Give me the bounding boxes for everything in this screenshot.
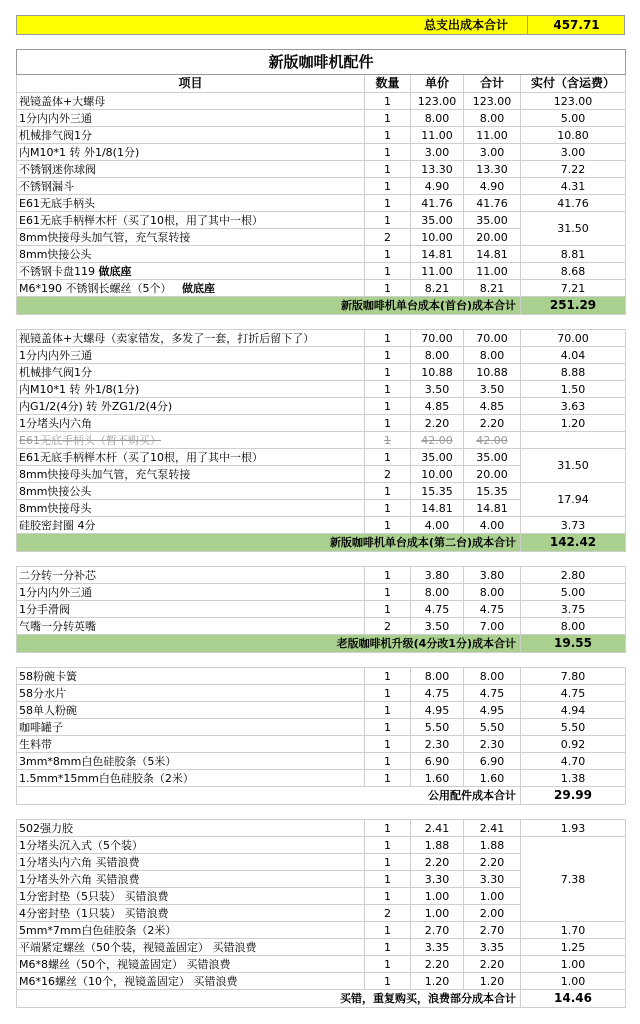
price-cell: 3.30	[411, 871, 464, 888]
header-qty: 数量	[365, 75, 411, 93]
paid-cell: 31.50	[521, 449, 626, 483]
paid-cell: 1.93	[521, 820, 626, 837]
total-cell: 3.35	[464, 939, 521, 956]
table-row	[17, 280, 626, 297]
item-cell: 1分密封垫（5只装） 买错浪费	[17, 888, 365, 905]
section-new-machine-first	[16, 49, 625, 315]
price-cell: 2.41	[411, 820, 464, 837]
table-row	[17, 753, 626, 770]
paid-cell: 4.04	[521, 347, 626, 364]
table-row	[17, 956, 626, 973]
table-row	[17, 195, 626, 212]
price-cell: 35.00	[411, 449, 464, 466]
qty-cell: 2	[365, 618, 411, 635]
paid-cell: 70.00	[521, 330, 626, 347]
header-item: 项目	[17, 75, 365, 93]
table-row	[17, 364, 626, 381]
total-cell: 41.76	[464, 195, 521, 212]
total-cell: 35.00	[464, 449, 521, 466]
subtotal-row	[17, 990, 626, 1008]
paid-cell: 0.92	[521, 736, 626, 753]
item-cell: 1分堵头内六角	[17, 415, 365, 432]
total-cell: 20.00	[464, 229, 521, 246]
qty-cell: 1	[365, 347, 411, 364]
item-cell: 8mm快接公头	[17, 483, 365, 500]
price-cell: 10.00	[411, 229, 464, 246]
item-cell: 8mm快接母头	[17, 500, 365, 517]
item-cell: 机械排气阀1分	[17, 127, 365, 144]
total-cell: 4.00	[464, 517, 521, 534]
paid-cell: 17.94	[521, 483, 626, 517]
qty-cell: 1	[365, 280, 411, 297]
price-cell: 14.81	[411, 500, 464, 517]
price-cell: 14.81	[411, 246, 464, 263]
paid-cell: 4.94	[521, 702, 626, 719]
item-cell: E61无底手柄榉木杆（买了10根，用了其中一根）	[17, 212, 365, 229]
table-row	[17, 685, 626, 702]
total-cell: 42.00	[464, 432, 521, 449]
qty-cell: 1	[365, 719, 411, 736]
price-cell: 3.00	[411, 144, 464, 161]
total-cell: 4.75	[464, 601, 521, 618]
total-cell: 14.81	[464, 246, 521, 263]
total-cell: 4.95	[464, 702, 521, 719]
subtotal-label: 新版咖啡机单台成本(首台)成本合计	[17, 297, 521, 315]
item-cell: 1分内内外三通	[17, 110, 365, 127]
table-row	[17, 415, 626, 432]
qty-cell: 1	[365, 364, 411, 381]
item-cell: E61无底手柄头（暂不购买）	[17, 432, 365, 449]
item-cell: M6*16螺丝（10个，视镜盖固定） 买错浪费	[17, 973, 365, 990]
item-cell: 1分手滑阀	[17, 601, 365, 618]
table-row	[17, 263, 626, 280]
total-cell: 70.00	[464, 330, 521, 347]
header-row	[17, 75, 626, 93]
item-cell: 机械排气阀1分	[17, 364, 365, 381]
table-row	[17, 144, 626, 161]
item-cell: 502强力胶	[17, 820, 365, 837]
paid-cell: 4.75	[521, 685, 626, 702]
table-row	[17, 178, 626, 195]
total-cell: 2.70	[464, 922, 521, 939]
header-price: 单价	[411, 75, 464, 93]
table-row	[17, 973, 626, 990]
header-total: 合计	[464, 75, 521, 93]
paid-cell: 3.63	[521, 398, 626, 415]
qty-cell: 1	[365, 110, 411, 127]
price-cell: 11.00	[411, 263, 464, 280]
price-cell: 4.00	[411, 517, 464, 534]
price-cell: 8.00	[411, 347, 464, 364]
item-cell: 1分内内外三通	[17, 584, 365, 601]
item-cell: E61无底手柄头	[17, 195, 365, 212]
price-cell: 3.50	[411, 381, 464, 398]
header-paid: 实付（含运费）	[521, 75, 626, 93]
item-cell: 5mm*7mm白色硅胶条（2米）	[17, 922, 365, 939]
table-row	[17, 719, 626, 736]
price-cell: 8.21	[411, 280, 464, 297]
table-row	[17, 770, 626, 787]
qty-cell: 1	[365, 381, 411, 398]
table-row	[17, 618, 626, 635]
item-cell: M6*8螺丝（50个，视镜盖固定） 买错浪费	[17, 956, 365, 973]
total-cell: 8.00	[464, 347, 521, 364]
total-cell: 1.88	[464, 837, 521, 854]
table-row	[17, 127, 626, 144]
section-shared-parts	[16, 667, 625, 805]
total-cell: 15.35	[464, 483, 521, 500]
qty-cell: 1	[365, 246, 411, 263]
qty-cell: 1	[365, 398, 411, 415]
paid-cell: 1.20	[521, 415, 626, 432]
table-row	[17, 820, 626, 837]
price-cell: 4.75	[411, 601, 464, 618]
table-row	[17, 398, 626, 415]
item-cell: 不锈钢迷你球阀	[17, 161, 365, 178]
qty-cell: 2	[365, 466, 411, 483]
total-cell: 11.00	[464, 127, 521, 144]
grand-total-label: 总支出成本合计	[423, 18, 508, 32]
table-row	[17, 567, 626, 584]
paid-cell: 3.75	[521, 601, 626, 618]
item-cell: 8mm快接母头加气管，充气泵转接	[17, 229, 365, 246]
total-cell: 3.50	[464, 381, 521, 398]
qty-cell: 1	[365, 854, 411, 871]
item-cell: 58单人粉碗	[17, 702, 365, 719]
price-cell: 13.30	[411, 161, 464, 178]
table-row	[17, 601, 626, 618]
qty-cell: 1	[365, 685, 411, 702]
section-wasted-purchases	[16, 819, 625, 1008]
price-cell: 2.70	[411, 922, 464, 939]
table-row	[17, 449, 626, 466]
item-cell: 1.5mm*15mm白色硅胶条（2米）	[17, 770, 365, 787]
item-cell: 内G1/2(4分) 转 外ZG1/2(4分)	[17, 398, 365, 415]
total-cell: 1.60	[464, 770, 521, 787]
total-cell: 8.00	[464, 110, 521, 127]
price-cell: 10.00	[411, 466, 464, 483]
qty-cell: 1	[365, 127, 411, 144]
paid-cell: 7.21	[521, 280, 626, 297]
qty-cell: 1	[365, 449, 411, 466]
total-cell: 1.20	[464, 973, 521, 990]
price-cell: 1.60	[411, 770, 464, 787]
qty-cell: 1	[365, 483, 411, 500]
table-row	[17, 483, 626, 500]
price-cell: 1.88	[411, 837, 464, 854]
paid-cell: 1.00	[521, 973, 626, 990]
item-cell: 8mm快接公头	[17, 246, 365, 263]
paid-cell: 3.00	[521, 144, 626, 161]
item-cell: 咖啡罐子	[17, 719, 365, 736]
paid-cell: 4.31	[521, 178, 626, 195]
item-cell: 4分密封垫（1只装） 买错浪费	[17, 905, 365, 922]
price-cell: 2.20	[411, 415, 464, 432]
table-row	[17, 922, 626, 939]
paid-cell: 10.80	[521, 127, 626, 144]
qty-cell: 1	[365, 888, 411, 905]
subtotal-label: 老版咖啡机升级(4分改1分)成本合计	[17, 635, 521, 653]
total-cell: 5.50	[464, 719, 521, 736]
total-cell: 2.00	[464, 905, 521, 922]
qty-cell: 1	[365, 770, 411, 787]
price-cell: 3.35	[411, 939, 464, 956]
item-cell: 1分堵头内六角 买错浪费	[17, 854, 365, 871]
item-cell: 视镜盖体+大螺母	[17, 93, 365, 110]
item-cell: 硅胶密封圈 4分	[17, 517, 365, 534]
table-row	[17, 702, 626, 719]
item-cell: E61无底手柄榉木杆（买了10根，用了其中一根）	[17, 449, 365, 466]
item-cell	[17, 263, 365, 280]
total-cell: 2.20	[464, 415, 521, 432]
table-row-cancelled	[17, 432, 626, 449]
total-cell: 2.41	[464, 820, 521, 837]
qty-cell: 1	[365, 956, 411, 973]
subtotal-row	[17, 534, 626, 552]
price-cell: 4.90	[411, 178, 464, 195]
paid-cell: 1.38	[521, 770, 626, 787]
total-cell: 2.20	[464, 956, 521, 973]
item-cell: 不锈钢漏斗	[17, 178, 365, 195]
section-new-machine-second	[16, 329, 625, 552]
qty-cell: 1	[365, 500, 411, 517]
grand-total-value: 457.71	[527, 16, 625, 35]
table-row	[17, 668, 626, 685]
total-cell: 14.81	[464, 500, 521, 517]
sheet-title: 新版咖啡机配件	[17, 50, 626, 75]
qty-cell: 1	[365, 263, 411, 280]
subtotal-value: 19.55	[521, 635, 626, 653]
paid-cell: 7.38	[521, 837, 626, 922]
price-cell: 70.00	[411, 330, 464, 347]
total-cell: 2.30	[464, 736, 521, 753]
paid-cell: 2.80	[521, 567, 626, 584]
subtotal-row	[17, 635, 626, 653]
qty-cell: 2	[365, 229, 411, 246]
price-cell: 41.76	[411, 195, 464, 212]
paid-cell: 123.00	[521, 93, 626, 110]
table-row	[17, 330, 626, 347]
table-row	[17, 93, 626, 110]
table-row	[17, 584, 626, 601]
price-cell: 3.50	[411, 618, 464, 635]
item-cell: 内M10*1 转 外1/8(1分)	[17, 144, 365, 161]
paid-cell: 1.00	[521, 956, 626, 973]
total-cell: 1.00	[464, 888, 521, 905]
total-cell: 8.00	[464, 584, 521, 601]
price-cell: 6.90	[411, 753, 464, 770]
price-cell: 8.00	[411, 584, 464, 601]
qty-cell: 1	[365, 178, 411, 195]
price-cell: 1.00	[411, 905, 464, 922]
qty-cell: 1	[365, 144, 411, 161]
qty-cell: 1	[365, 195, 411, 212]
qty-cell: 1	[365, 668, 411, 685]
qty-cell: 1	[365, 736, 411, 753]
paid-cell: 8.68	[521, 263, 626, 280]
price-cell: 4.85	[411, 398, 464, 415]
item-cell: 1分堵头沉入式（5个装）	[17, 837, 365, 854]
subtotal-label: 新版咖啡机单台成本(第二台)成本合计	[17, 534, 521, 552]
item-cell: 平端紧定螺丝（50个装，视镜盖固定） 买错浪费	[17, 939, 365, 956]
price-cell: 4.95	[411, 702, 464, 719]
paid-cell: 1.25	[521, 939, 626, 956]
subtotal-label: 买错，重复购买，浪费部分成本合计	[17, 990, 521, 1008]
subtotal-row	[17, 297, 626, 315]
paid-cell	[521, 432, 626, 449]
qty-cell: 1	[365, 939, 411, 956]
subtotal-value: 14.46	[521, 990, 626, 1008]
price-cell: 15.35	[411, 483, 464, 500]
price-cell: 1.00	[411, 888, 464, 905]
qty-cell: 1	[365, 93, 411, 110]
qty-cell: 1	[365, 567, 411, 584]
qty-cell: 1	[365, 871, 411, 888]
paid-cell: 5.50	[521, 719, 626, 736]
price-cell: 123.00	[411, 93, 464, 110]
price-cell: 8.00	[411, 668, 464, 685]
total-cell: 13.30	[464, 161, 521, 178]
qty-cell: 1	[365, 212, 411, 229]
total-cell: 6.90	[464, 753, 521, 770]
qty-cell: 2	[365, 905, 411, 922]
table-row	[17, 381, 626, 398]
price-cell: 1.20	[411, 973, 464, 990]
paid-cell: 8.81	[521, 246, 626, 263]
table-row	[17, 212, 626, 229]
paid-cell: 41.76	[521, 195, 626, 212]
item-cell: 58粉碗卡簧	[17, 668, 365, 685]
price-cell: 3.80	[411, 567, 464, 584]
paid-cell: 4.70	[521, 753, 626, 770]
qty-cell: 1	[365, 837, 411, 854]
subtotal-value: 142.42	[521, 534, 626, 552]
subtotal-value: 29.99	[521, 787, 626, 805]
total-cell: 35.00	[464, 212, 521, 229]
price-cell: 4.75	[411, 685, 464, 702]
total-cell: 11.00	[464, 263, 521, 280]
qty-cell: 1	[365, 922, 411, 939]
item-cell: 1分堵头外六角 买错浪费	[17, 871, 365, 888]
total-cell: 123.00	[464, 93, 521, 110]
price-cell: 8.00	[411, 110, 464, 127]
item-cell: 内M10*1 转 外1/8(1分)	[17, 381, 365, 398]
total-cell: 3.80	[464, 567, 521, 584]
price-cell: 2.20	[411, 854, 464, 871]
paid-cell: 7.22	[521, 161, 626, 178]
item-cell: 1分内内外三通	[17, 347, 365, 364]
paid-cell: 5.00	[521, 584, 626, 601]
item-cell: 气嘴一分转英嘴	[17, 618, 365, 635]
total-cell: 20.00	[464, 466, 521, 483]
table-row	[17, 161, 626, 178]
item-cell	[17, 280, 365, 297]
paid-cell: 1.70	[521, 922, 626, 939]
qty-cell: 1	[365, 432, 411, 449]
table-row	[17, 517, 626, 534]
item-text: M6*190 不锈钢长螺丝（5个）	[19, 281, 172, 295]
qty-cell: 1	[365, 330, 411, 347]
section-old-machine-upgrade	[16, 566, 625, 653]
paid-cell: 1.50	[521, 381, 626, 398]
total-cell: 3.00	[464, 144, 521, 161]
price-cell: 2.30	[411, 736, 464, 753]
table-row	[17, 939, 626, 956]
table-row	[17, 347, 626, 364]
price-cell: 42.00	[411, 432, 464, 449]
paid-cell: 3.73	[521, 517, 626, 534]
total-cell: 2.20	[464, 854, 521, 871]
price-cell: 35.00	[411, 212, 464, 229]
subtotal-label: 公用配件成本合计	[17, 787, 521, 805]
item-note: 做底座	[181, 281, 215, 295]
item-cell: 视镜盖体+大螺母（卖家错发，多发了一套，打折后留下了）	[17, 330, 365, 347]
item-cell: 58分水片	[17, 685, 365, 702]
item-cell: 二分转一分补芯	[17, 567, 365, 584]
paid-cell: 31.50	[521, 212, 626, 246]
price-cell: 10.88	[411, 364, 464, 381]
total-cell: 8.21	[464, 280, 521, 297]
price-cell: 5.50	[411, 719, 464, 736]
price-cell: 11.00	[411, 127, 464, 144]
qty-cell: 1	[365, 601, 411, 618]
table-row	[17, 736, 626, 753]
qty-cell: 1	[365, 820, 411, 837]
total-cell: 4.90	[464, 178, 521, 195]
total-cell: 4.75	[464, 685, 521, 702]
table-row	[17, 837, 626, 854]
subtotal-value: 251.29	[521, 297, 626, 315]
qty-cell: 1	[365, 161, 411, 178]
grand-total-bar	[16, 15, 625, 35]
qty-cell: 1	[365, 973, 411, 990]
paid-cell: 8.88	[521, 364, 626, 381]
qty-cell: 1	[365, 753, 411, 770]
item-cell: 生料带	[17, 736, 365, 753]
item-cell: 8mm快接母头加气管，充气泵转接	[17, 466, 365, 483]
price-cell: 2.20	[411, 956, 464, 973]
total-cell: 4.85	[464, 398, 521, 415]
total-cell: 7.00	[464, 618, 521, 635]
table-row	[17, 110, 626, 127]
qty-cell: 1	[365, 584, 411, 601]
item-note: 做底座	[98, 264, 132, 278]
total-cell: 10.88	[464, 364, 521, 381]
paid-cell: 5.00	[521, 110, 626, 127]
paid-cell: 7.80	[521, 668, 626, 685]
table-row	[17, 246, 626, 263]
item-cell: 3mm*8mm白色硅胶条（5米）	[17, 753, 365, 770]
qty-cell: 1	[365, 415, 411, 432]
item-text: 不锈钢卡盘119	[19, 264, 95, 278]
total-cell: 8.00	[464, 668, 521, 685]
qty-cell: 1	[365, 702, 411, 719]
subtotal-row	[17, 787, 626, 805]
total-cell: 3.30	[464, 871, 521, 888]
paid-cell: 8.00	[521, 618, 626, 635]
qty-cell: 1	[365, 517, 411, 534]
